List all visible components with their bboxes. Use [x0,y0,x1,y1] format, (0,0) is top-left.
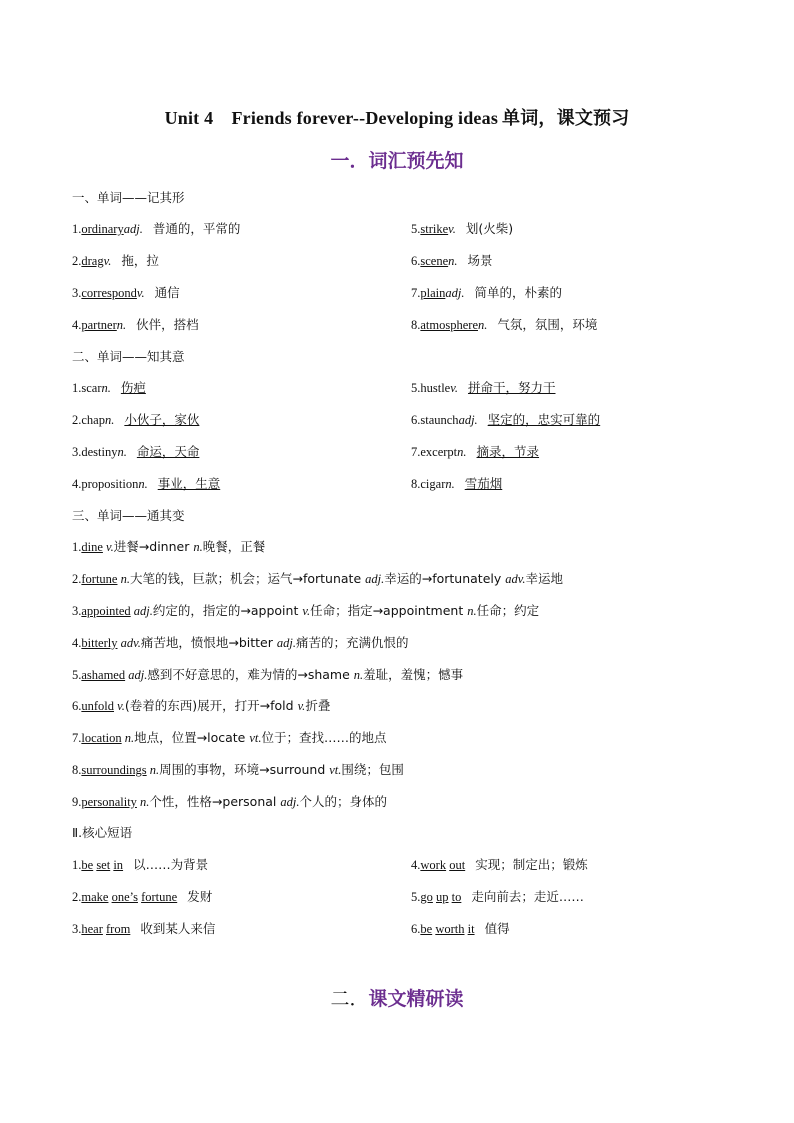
part-of-speech: v. [106,540,114,554]
part-heading: 二、单词——知其意 [72,349,185,364]
part-of-speech: adj. [280,795,300,809]
item-word: partner [81,318,117,332]
phrase-word: up [436,890,449,904]
item-word: staunch [420,413,459,427]
phrase-word: one’s [111,890,138,904]
part-of-speech: n. [117,445,127,459]
item-number: 7. [72,731,82,745]
part-heading: 一、单词——记其形 [72,190,185,205]
item-number: 3. [72,922,82,936]
part-of-speech: n. [448,254,458,268]
part-of-speech: v. [302,604,311,618]
item-number: 3. [72,445,82,459]
item-word: plain [420,286,446,300]
derivation-line [72,569,563,587]
item-number: 1. [72,858,82,872]
item-word: cigar [420,477,446,491]
item-word: ashamed [81,668,126,682]
item-word: strike [420,222,449,236]
part-of-speech: adj. [276,636,296,650]
item-number: 7. [411,445,421,459]
derivation-text: 周围的事物，环境→surround [159,762,330,777]
part-of-speech: adj. [458,413,478,427]
phrase-item [411,919,510,937]
part-of-speech: adj. [128,668,148,682]
item-meaning: 值得 [484,921,510,936]
item-number: 8. [411,477,421,491]
part-of-speech: n. [120,572,130,586]
derivation-text: 任命；指定→appointment [310,603,468,618]
part-heading: 三、单词——通其变 [72,508,185,523]
part-heading: Ⅱ.核心短语 [72,825,133,840]
item-meaning: 拼命干，努力干 [467,380,556,395]
phrase-word: hear [81,922,103,936]
item-word: fortune [81,572,118,586]
page-title [0,104,794,130]
word-item [411,442,539,460]
item-number: 5. [411,890,421,904]
derivation-text: 羞耻，羞愧；憾事 [363,667,464,682]
phrase-word: be [420,922,433,936]
derivation-text: 进餐→dinner [113,539,194,554]
item-meaning: 走向前去；走近…… [471,889,584,904]
item-meaning: 命运，天命 [136,444,200,459]
phrase-word: to [451,890,462,904]
derivation-line [72,601,539,619]
section-label: 词汇预先知 [368,150,464,172]
item-meaning: 实现；制定出；锻炼 [475,857,588,872]
derivation-text: 位于；查找……的地点 [261,730,387,745]
item-number: 2. [72,254,82,268]
word-item [411,283,562,301]
item-word: ordinary [81,222,124,236]
item-number: 8. [72,763,82,777]
item-number: 9. [72,795,82,809]
derivation-text: 围绕；包围 [341,762,404,777]
item-number: 3. [72,286,82,300]
phrase-word: be [81,858,94,872]
part-of-speech: n. [138,477,148,491]
derivation-text: (卷着的东西)展开，打开→fold [124,698,298,713]
title-main: Unit 4 Friends forever--Developing ideas [164,108,499,128]
item-number: 1. [72,540,82,554]
derivation-text: 任命；约定 [476,603,540,618]
item-number: 6. [72,699,82,713]
part-of-speech: n. [193,540,203,554]
item-word: destiny [81,445,118,459]
part-of-speech: n. [149,763,160,777]
part-of-speech: n. [353,668,364,682]
item-meaning: 划(火柴) [465,221,514,236]
derivation-text: 痛苦地，愤恨地→bitter [140,635,277,650]
item-number: 1. [72,381,82,395]
section-number: 一． [330,150,369,172]
section-number: 二． [330,988,369,1010]
derivation-line [72,665,463,683]
item-word: personality [81,795,137,809]
word-item [72,378,146,396]
word-item [72,442,199,460]
phrase-item [72,919,215,937]
word-item [411,410,600,428]
part-of-speech: v. [117,699,125,713]
item-meaning: 小伙子，家伙 [124,412,200,427]
item-word: excerpt [420,445,458,459]
item-word: scene [420,254,449,268]
word-item [72,410,199,428]
item-word: bitterly [81,636,118,650]
item-meaning: 普通的，平常的 [152,221,241,236]
part-of-speech: v. [136,286,145,300]
item-number: 7. [411,286,421,300]
item-number: 3. [72,604,82,618]
part-of-speech: v. [448,222,456,236]
derivation-text: 晚餐，正餐 [202,539,266,554]
phrase-item [411,855,588,873]
phrase-word: from [106,922,131,936]
part-of-speech: n. [140,795,150,809]
derivation-text: 大笔的钱，巨款；机会；运气→fortunate [129,571,366,586]
phrase-word: it [467,922,475,936]
word-item [72,474,220,492]
item-number: 5. [411,381,421,395]
phrase-word: go [420,890,433,904]
derivation-line [72,760,404,778]
item-number: 4. [72,477,82,491]
item-number: 4. [72,636,82,650]
word-item [72,219,240,237]
word-item [411,378,556,396]
item-number: 2. [72,413,82,427]
phrase-item [411,887,584,905]
part-of-speech: v. [103,254,112,268]
item-number: 6. [411,413,421,427]
word-item [411,251,493,269]
phrase-item [72,855,208,873]
part-of-speech: n. [104,413,115,427]
item-word: proposition [81,477,139,491]
derivation-line [72,633,408,651]
part-of-speech: n. [478,318,488,332]
item-word: drag [81,254,104,268]
item-meaning: 伤疤 [120,380,146,395]
item-number: 6. [411,254,421,268]
part-of-speech: v. [297,699,306,713]
derivation-line [72,792,387,810]
phrase-word: make [81,890,109,904]
word-item [411,474,502,492]
part-of-speech: n. [467,604,477,618]
phrase-word: worth [435,922,465,936]
item-word: dine [81,540,103,554]
item-word: hustle [420,381,451,395]
section-label: 课文精研读 [368,988,464,1010]
part-of-speech: adj. [123,222,143,236]
part-of-speech: n. [124,731,135,745]
item-number: 5. [411,222,421,236]
derivation-text: 幸运的→fortunately [384,571,506,586]
derivation-text: 感到不好意思的，难为情的→shame [147,667,354,682]
phrase-word: in [113,858,124,872]
part-of-speech: adv. [120,636,141,650]
part-of-speech: n. [457,445,467,459]
phrase-word: out [449,858,466,872]
item-number: 5. [72,668,82,682]
item-word: appointed [81,604,131,618]
item-meaning: 拖，拉 [121,253,159,268]
title-suffix: 单词，课文预习 [502,108,630,129]
word-item [411,315,597,333]
section-heading-reading [0,984,794,1011]
phrase-word: set [96,858,111,872]
item-meaning: 事业，生意 [157,476,221,491]
item-number: 2. [72,890,82,904]
item-word: atmosphere [420,318,478,332]
item-word: chap [81,413,105,427]
item-meaning: 伙伴，搭档 [136,317,199,332]
part-of-speech: adv. [505,572,526,586]
item-number: 4. [72,318,82,332]
derivation-text: 个人的；身体的 [299,794,387,809]
part-of-speech: v. [450,381,458,395]
derivation-line [72,537,265,555]
derivation-text: 痛苦的；充满仇恨的 [295,635,409,650]
item-word: surroundings [81,763,147,777]
item-number: 8. [411,318,421,332]
item-word: location [81,731,122,745]
word-item [411,219,513,237]
item-meaning: 以……为背景 [133,857,209,872]
part-of-speech: n. [445,477,455,491]
item-number: 4. [411,858,421,872]
section-heading-vocabulary [0,146,794,173]
part-of-speech: adj. [365,572,385,586]
part-of-speech: adj. [133,604,153,618]
item-number: 6. [411,922,421,936]
derivation-text: 个性，性格→personal [149,794,281,809]
item-word: correspond [81,286,137,300]
derivation-line [72,728,387,746]
item-meaning: 通信 [154,285,180,300]
item-meaning: 简单的，朴素的 [474,285,562,300]
item-meaning: 场景 [467,253,493,268]
part-of-speech: n. [101,381,111,395]
derivation-line [72,696,330,714]
word-item [72,251,159,269]
item-meaning: 坚定的，忠实可靠的 [487,412,601,427]
item-word: scar [81,381,102,395]
derivation-text: 约定的，指定的→appoint [152,603,303,618]
part-of-speech: n. [116,318,127,332]
part-of-speech: adj. [445,286,465,300]
item-number: 2. [72,572,82,586]
item-meaning: 雪茄烟 [464,476,503,491]
word-item [72,315,199,333]
phrase-item [72,887,212,905]
part-of-speech: vt. [249,731,262,745]
part-of-speech: vt. [329,763,342,777]
derivation-text: 折叠 [305,698,331,713]
item-meaning: 气氛，氛围，环境 [497,317,598,332]
derivation-text: 幸运地 [525,571,564,586]
phrase-word: work [420,858,447,872]
item-meaning: 摘录，节录 [476,444,540,459]
item-meaning: 发财 [187,889,213,904]
item-word: unfold [81,699,115,713]
phrase-word: fortune [141,890,178,904]
word-item [72,283,180,301]
item-number: 1. [72,222,82,236]
item-meaning: 收到某人来信 [140,921,216,936]
derivation-text: 地点，位置→locate [134,730,250,745]
